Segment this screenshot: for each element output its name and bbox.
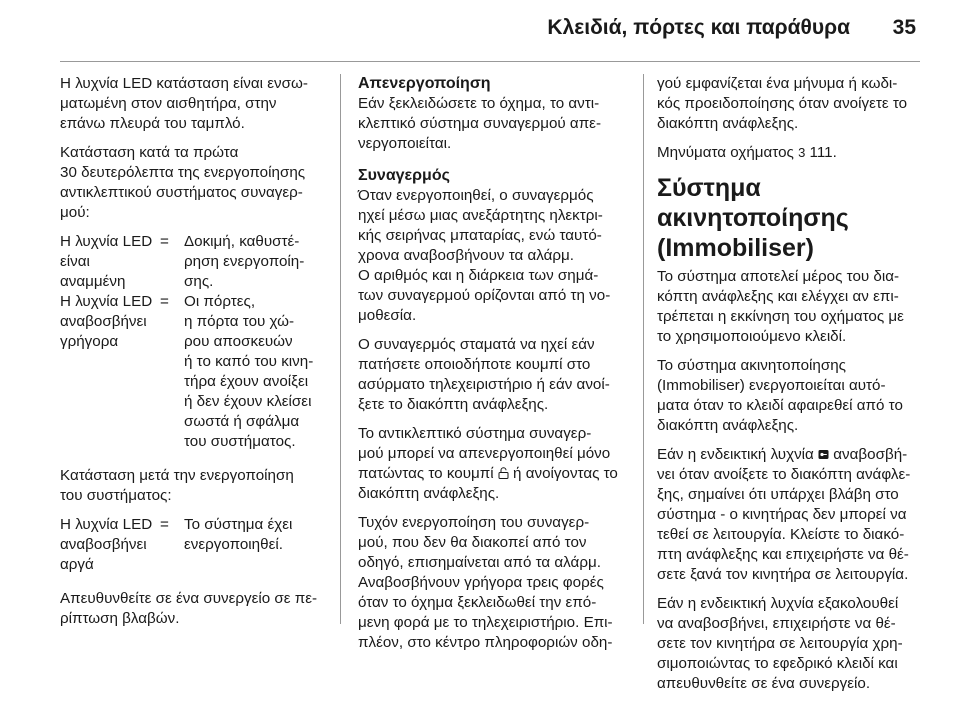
status-row [60, 232, 328, 292]
status-meaning: Οι πόρτες, η πόρτα του χώ- ρου αποσκευών ή το καπό του κινη- τήρα έχουν ανοίξει ή δεν έχουν κλείσει σωστά ή σφάλμα του συστήματος. [184, 293, 314, 450]
section-heading-immobiliser: Σύστημα ακινητοποίησης (Immobiliser) [657, 174, 849, 262]
equals-sign: = [160, 293, 169, 310]
paragraph: Εάν ξεκλειδώσετε το όχημα, το αντι- κλεπτικό σύστημα συναγερμού απε- νεργοποιείται. [358, 95, 601, 152]
paragraph: Όταν ενεργοποιηθεί, ο συναγερμός ηχεί μέσω μιας ανεξάρτητης ηλεκτρι- κής σειρήνας μπαταρίας, ενώ ταυτό- χρονα αναβοσβήνουν τα αλάρμ. Ο αριθμός και η διάρκεια των σημά- των συναγερμού ορίζονται από τη νο- μοθεσία. [358, 187, 611, 324]
status-condition: Η λυχνία LED είναι αναμμένη [60, 233, 153, 290]
status-condition: Η λυχνία LED αναβοσβήνει αργά [60, 516, 153, 573]
column-3 [657, 74, 925, 703]
page-header [0, 0, 960, 62]
column-1 [60, 74, 328, 638]
status-meaning: Το σύστημα έχει ενεργοποιηθεί. [184, 516, 293, 553]
paragraph: Η λυχνία LED κατάσταση είναι ενσω- ματωμένη στον αισθητήρα, στην επάνω πλευρά του ταμπλό. [60, 75, 308, 132]
paragraph: γού εμφανίζεται ένα μήνυμα ή κωδι- κός προειδοποίησης όταν ανοίγετε το διακόπτη ανάφλεξης. [657, 75, 908, 132]
equals-sign: = [160, 233, 169, 250]
paragraph: Ο συναγερμός σταματά να ηχεί εάν πατήσετε οποιοδήποτε κουμπί στο ασύρματο τηλεχειριστήριο ή εάν ανοί- ξετε το διακόπτη ανάφλεξης. [358, 336, 610, 413]
unlock-button-icon [498, 467, 509, 479]
text-fragment: Μηνύματα οχήματος [657, 144, 799, 161]
section-heading-deactivation: Απενεργοποίηση [358, 75, 491, 92]
status-meaning: Δοκιμή, καθυστέ- ρηση ενεργοποίη- σης. [184, 233, 305, 290]
page-title: Κλειδιά, πόρτες και παράθυρα [547, 16, 850, 39]
column-divider-2 [643, 74, 644, 624]
status-table-before-activation [60, 232, 328, 452]
paragraph: Τυχόν ενεργοποίηση του συναγερ- μού, που δεν θα διακοπεί από τον οδηγό, επισημαίνεται από τα αλάρμ. Αναβοσβήνουν γρήγορα τρεις φορές όταν το όχημα ξεκλειδωθεί την επό- μενη φορά με το τηλεχειριστήριο. Επι- πλέον, στο κέντρο πληροφοριών οδη- [358, 514, 613, 651]
text-fragment: Εάν η ενδεικτική λυχνία [657, 446, 819, 463]
status-row [60, 292, 328, 452]
column-2 [358, 74, 626, 662]
paragraph: Κατάσταση κατά τα πρώτα 30 δευτερόλεπτα της ενεργοποίησης αντικλεπτικού συστήματος συναγερ- μού: [60, 144, 306, 221]
paragraph: Το σύστημα αποτελεί μέρος του δια- κόπτη ανάφλεξης και ελέγχει αν επι- τρέπεται η εκκίνηση του οχήματος με το χρησιμοποιούμενο κλειδί. [657, 268, 904, 345]
text-fragment: αναβοσβή- νει όταν ανοίξετε το διακόπτη ανάφλε- ξης, σημαίνει ότι υπάρχει βλάβη στο σύστημα - ο κινητήρας δεν μπορεί να τεθεί σε λειτουργία. Κλείστε το διακό- πτη ανάφλεξης και επιχειρήστε να θέ- σετε ξανά τον κινητήρα σε λειτουργία. [657, 446, 911, 583]
page-number: 35 [892, 16, 916, 39]
status-table-after-activation [60, 515, 328, 575]
text-fragment: Το αντικλεπτικό σύστημα συναγερ- μού μπορεί να απενεργοποιηθεί μόνο πατώντας το κουμπί [358, 425, 611, 482]
status-condition: Η λυχνία LED αναβοσβήνει γρήγορα [60, 293, 153, 350]
page-reference-arrow-icon: 3 [798, 145, 806, 160]
paragraph [358, 424, 626, 504]
paragraph: Απευθυνθείτε σε ένα συνεργείο σε πε- ρίπτωση βλαβών. [60, 590, 318, 627]
page-reference-link[interactable]: 111. [805, 144, 837, 161]
immobiliser-warning-light-icon [818, 448, 829, 460]
column-divider-1 [340, 74, 341, 624]
paragraph: Το σύστημα ακινητοποίησης (Immobiliser) ενεργοποιείται αυτό- ματα όταν το κλειδί αφαιρεθεί από το διακόπτη ανάφλεξης. [657, 357, 903, 434]
paragraph-vehicle-messages-ref [657, 143, 925, 163]
header-divider [60, 61, 920, 62]
paragraph: Κατάσταση μετά την ενεργοποίηση του συστήματος: [60, 467, 294, 504]
paragraph: Εάν η ενδεικτική λυχνία εξακολουθεί να αναβοσβήνει, επιχειρήστε να θέ- σετε τον κινητήρα σε λειτουργία χρη- σιμοποιώντας το εφεδρικό κλειδί και απευθυνθείτε σε ένα συνεργείο. [657, 595, 903, 692]
status-row [60, 515, 328, 575]
text-fragment: ή ανοίγοντας το διακόπτη ανάφλεξης. [358, 465, 618, 502]
equals-sign: = [160, 516, 169, 533]
section-heading-alarm: Συναγερμός [358, 167, 450, 184]
paragraph [657, 445, 925, 585]
